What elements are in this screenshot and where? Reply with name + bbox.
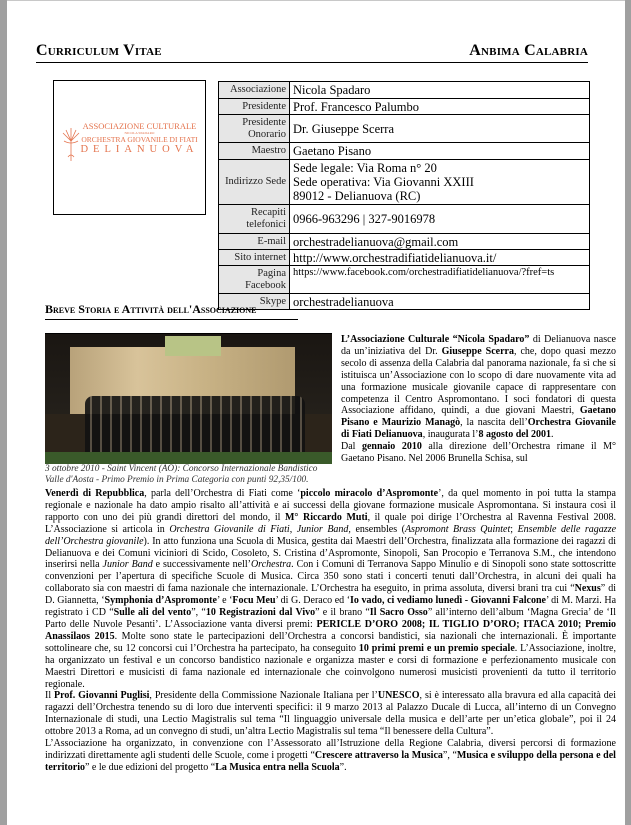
row-label: Pagina Facebook [219,266,290,294]
text-run: , che, dopo quasi mezzo secolo di assenza della Calabria dal panorama nazionale, fa sì che si istituisca un’Associazione con lo scopo di dare nuovamente vita ad una formazione musicale giovanile capace di rappresentare con competenza il Centro Aspromontano. I soci fondatori di questa Associazione affidano, quindi, a due giovani Maestri, [341,345,616,417]
viewer-scrollbar[interactable] [625,0,631,825]
bold-text: M° Riccardo Muti [284,511,368,523]
text-run: L’Associazione ha organizzato, in convenzione con l’Assessorato all’Istruzione della Regione Calabria, diversi percorsi di formazione indirizzati direttamente agli studenti delle Scuole, come i progetti “ [45,738,616,761]
intro-paragraph [341,334,616,465]
row-label: E-mail [219,234,290,250]
text-run: , [289,523,297,535]
fan-icon [62,127,80,163]
text-run: ). In atto funziona una Scuola di Musica, gestita dai Maestri dell’Orchestra, finalizzata alla formazione dei ragazzi di Delianuova e dei Comuni viciniori di Scido, Cosoleto, S. Cristina d’Aspromonte, Sinopoli, San Procopio e Terranova S.M., che intendono inserirsi nella [45,535,617,571]
text-run: ” e le due edizioni del progetto “ [84,761,216,773]
row-label: Recapiti telefonici [219,205,290,234]
text-run: di Delianuova nasce da un’iniziativa del Dr. [341,334,616,357]
skype-value: orchestradelianuova [290,294,590,310]
row-value: Gaetano Pisano [290,143,590,160]
bold-text: Crescere attraverso la Musica [314,749,443,761]
row-label: Presidente Onorario [219,115,290,143]
italic-text: Junior Band, [296,523,351,535]
table-row [219,160,590,205]
text-run: , si è interessato alla bravura ed alla capacità dei ragazzi dell’Orchestra tenendo su di loro due interventi specifici: il 9 marzo 2013 al Palazzo Ducale di Lucca, all’interno di un Convegno Internazionale di studi, una Lectio Magistralis sul tema “Il linguaggio universale della musica e dell’arte per un’etica globale”, poi il 24 ottobre 2013 a Roma, ad un convegno di studi, un’altra Lectio Magistralis sul tema “Il benessere della Cultura”. [45,690,616,738]
bold-text: 10 primi premi e un premio speciale [358,642,515,654]
email-link[interactable]: orchestradelianuova@gmail.com [290,234,590,250]
table-row [219,266,590,294]
website-link[interactable]: http://www.orchestradifiatidelianuova.it/ [290,250,590,266]
text-run: , il quale poi dirige l’Orchestra al Ravenna Festival 2008. L’Associazione si articola in [45,511,616,535]
text-run: . L’Associazione, inoltre, ha organizzato un festival e un concorso bandistico nazionale e organizza master e corsi di formazione e perfezionamento musicale con Maestri Direttori e musicisti di fama nazionale ed internazionale che coinvolgono numerosi musicisti provenienti da tutto il territorio regionale. [45,642,616,690]
bold-text: Sulle ali del vento [113,607,192,619]
row-label: Presidente [219,99,290,115]
text-run: ’ di M. Marzi. Ha registrato i CD “ [45,595,617,619]
bold-text: Focu Meu [232,595,276,607]
row-label: Associazione [219,82,290,99]
bold-text: gennaio 2010 [361,441,422,453]
page-header [36,42,588,63]
row-value: Nicola Spadaro [290,82,590,99]
table-row [219,99,590,115]
text-run: ”, “ [442,749,457,761]
italic-text: Orchestra Giovanile di Fiati [169,523,290,535]
header-title-right: Anbima Calabria [469,42,588,59]
logo-text [54,121,205,155]
body-paragraphs [45,488,616,774]
bold-text: Musica e sviluppo della persona e del territorio [45,749,616,773]
table-row [219,143,590,160]
window-top-border [0,0,631,1]
logo-line-1: ASSOCIAZIONE CULTURALE [82,121,197,131]
header-title-left: Curriculum Vitae [36,42,162,59]
text-run: ” all’interno dell’album ‘Magna Grecia’ de ‘Il Parto delle Nuvole Pesanti’. L’Associazione vanta diversi premi: [45,607,616,630]
bold-text: Symphonia d’Aspromonte [104,595,217,607]
address-line: Sede operativa: Via Giovanni XXIII [293,175,474,189]
logo-line-2: NICOLA SPADARO [124,131,155,135]
bold-text: Giuseppe Scerra [441,345,514,357]
row-label: Maestro [219,143,290,160]
bold-text: L’Associazione Culturale “Nicola Spadaro” [341,334,530,345]
bold-text: Orchestra Giovanile di Fiati Delianuova [341,417,616,441]
text-run: ; [510,523,518,535]
text-run: ”. [339,761,347,773]
address-line: 89012 - Delianuova (RC) [293,189,421,203]
photo-banner [165,336,221,356]
text-run: ’ e ‘ [216,595,233,607]
bold-text: 8 agosto del 2001 [478,429,551,441]
table-row [219,234,590,250]
text-run: ”, “ [191,607,206,619]
row-label: Skype [219,294,290,310]
bold-text: 10 Registrazioni dal Vivo [205,607,316,619]
photo-plants [45,452,332,464]
italic-text: Aspromont Brass Quintet [404,523,511,535]
italic-text: Junior Band [102,559,153,571]
table-row [219,82,590,99]
row-label: Sito internet [219,250,290,266]
bold-text: La Musica entra nella Scuola [215,761,340,773]
row-value: Prof. Francesco Palumbo [290,99,590,115]
info-table [218,81,590,310]
row-value-address [290,160,590,205]
photo-musicians [85,396,305,454]
text-run: . Molte sono state le partecipazioni dell’Orchestra a concorsi bandistici, sia nazionali che internazionali. È importante sottolineare che, su 12 concorsi cui l’Orchestra ha partecipato, ha conseguito [45,630,617,654]
text-run: ensembles ( [350,523,405,535]
text-run: , la nascita dell’ [460,417,528,429]
bold-text: Il Sacro Osso [369,607,428,619]
row-label: Indirizzo Sede [219,160,290,205]
text-run: . [551,429,554,441]
section-title: Breve Storia e Attività dell'Associazione [45,302,298,320]
bold-text: Prof. Giovanni Puglisi [54,690,150,702]
text-run: ” di D. Giannetta, ‘ [45,583,616,607]
bold-text: Nexus [574,583,601,595]
facebook-link[interactable]: https://www.facebook.com/orchestradifiatidelianuova/?fref=ts [290,266,590,294]
text-run: e successivamente nell’ [152,559,251,571]
bold-text: piccolo miracolo d’Aspromonte [300,488,439,499]
text-run: , parla dell’Orchestra di Fiati come ‘ [144,488,301,499]
italic-text: Ensemble delle ragazze dell’Orchestra giovanile [45,523,617,547]
bold-text: Venerdì di Repubblica [45,488,145,499]
italic-text: Orchestra [250,559,292,571]
orchestra-photo [45,334,332,464]
text-run: . Con i Comuni di Terranova Sappo Minulio e di Sinopoli sono state sottoscritte convenzioni per l’apertura di specifiche Scuole di Musica. Circa 350 sono stati i concerti tenuti dall’Orchestra, in alcuni dei quali ha collaborato sia con maestri di fama nazionale che internazionale. L’Orchestra ha eseguito, in prima assoluta, diversi brani tra cui “ [45,559,616,595]
bold-text: UNESCO [377,690,420,702]
bold-text: Gaetano Pisano e Maurizio Managò [341,405,616,429]
row-value: 0966-963296 | 327-9016978 [290,205,590,234]
row-value: Dr. Giuseppe Scerra [290,115,590,143]
text-run: Dal [341,441,362,453]
text-run: ” e il brano “ [315,607,370,619]
logo-line-3: ORCHESTRA GIOVANILE DI FIATI [81,135,198,144]
text-run: ’, da quel momento in poi tutta la stampa regionale e nazionale ha dato ampio risalto all’attività e ai successi della giovane formazione musicale Aspromontana. Si instaura così il rapporto con uno dei più grandi direttori del mondo, il [45,488,616,523]
photo-caption: 3 ottobre 2010 - Saint Vincent (AO): Concorso Internazionale Bandistico Valle d'Aosta - Primo Premio in Prima Categoria con punti 92,35/100. [45,464,318,485]
logo-line-4: DELIANUOVA [80,144,199,155]
viewer-left-margin [0,0,7,825]
address-line: Sede legale: Via Roma n° 20 [293,161,437,175]
text-run: , inaugurata l’ [422,429,479,441]
bold-text: PERICLE D’ORO 2008; IL TIGLIO D’ORO; ITACA 2010; Premio Anassilaos 2015 [45,618,616,642]
table-row [219,115,590,143]
association-logo [53,80,206,215]
bold-text: Io vado, ci vediamo lunedì - Giovanni Falcone [350,595,546,607]
text-run: alla direzione dell’Orchestra rimane il M° Gaetano Pisano. Nel 2006 Brunella Schisa, sul [341,441,616,465]
text-run: ’ di G. Deraco ed ‘ [275,595,351,607]
table-row [219,250,590,266]
text-run: , Presidente della Commissione Nazionale Italiana per l’ [149,690,378,702]
text-run: Il [45,690,55,702]
table-row [219,205,590,234]
